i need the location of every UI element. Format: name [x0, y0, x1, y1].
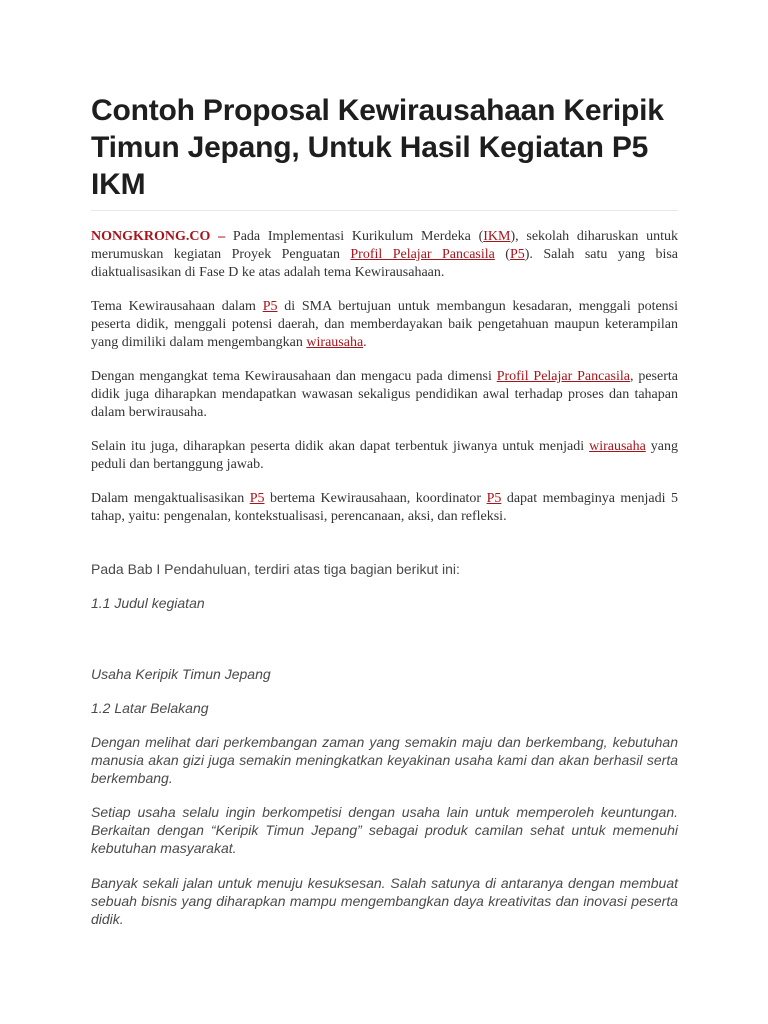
link-p5[interactable]: P5: [486, 491, 502, 506]
latar-belakang-paragraph-1: Dengan melihat dari perkembangan zaman yang semakin maju dan berkembang, kebutuhan manusia akan gizi juga semakin meningkatkan keyakinan usaha kami dan akan berhasil serta berkembang.: [91, 734, 678, 786]
latar-belakang-paragraph-3: Banyak sekali jalan untuk menuju kesuksesan. Salah satunya di antaranya dengan membuat sebuah bisnis yang diharapkan mampu mengembangkan daya kreativitas dan inovasi peserta didik.: [91, 875, 678, 927]
link-ikm[interactable]: IKM: [483, 229, 511, 244]
link-wirausaha[interactable]: wirausaha: [589, 439, 646, 454]
paragraph-jiwa: Selain itu juga, diharapkan peserta didik akan dapat terbentuk jiwanya untuk menjadi wirausaha yang peduli dan bertanggung jawab.: [91, 439, 678, 472]
link-p5[interactable]: P5: [509, 247, 525, 262]
heading-latar-belakang: 1.2 Latar Belakang: [91, 700, 209, 716]
latar-belakang-paragraph-2: Setiap usaha selalu ingin berkompetisi dengan usaha lain untuk memperoleh keuntungan. Berkaitan dengan “Keripik Timun Jepang” sebagai produk camilan sehat untuk memenuhi kebutuhan masyarakat.: [91, 804, 678, 856]
section-intro: Pada Bab I Pendahuluan, terdiri atas tiga bagian berikut ini:: [91, 561, 460, 577]
site-brand-link[interactable]: NONGKRONG.CO –: [91, 229, 226, 244]
paragraph-tahap: Dalam mengaktualisasikan P5 bertema Kewirausahaan, koordinator P5 dapat membaginya menjadi 5 tahap, yaitu: pengenalan, kontekstualisasi, perencanaan, aksi, dan refleksi.: [91, 491, 678, 524]
judul-kegiatan-value: Usaha Keripik Timun Jepang: [91, 666, 271, 682]
title-divider: [91, 210, 678, 211]
link-p5[interactable]: P5: [249, 491, 265, 506]
paragraph-dimensi: Dengan mengangkat tema Kewirausahaan dan mengacu pada dimensi Profil Pelajar Pancasila, peserta didik juga diharapkan mendapatkan wawasan sekaligus pendidikan awal terhadap proses dan tahapan dalam berwirausaha.: [91, 369, 678, 420]
link-p5[interactable]: P5: [262, 299, 278, 314]
link-profil-pelajar-pancasila[interactable]: Profil Pelajar Pancasila: [350, 247, 495, 262]
link-wirausaha[interactable]: wirausaha: [306, 335, 364, 350]
article-title: Contoh Proposal Kewirausahaan Keripik Timun Jepang, Untuk Hasil Kegiatan P5 IKM: [91, 94, 664, 201]
paragraph-intro: NONGKRONG.CO – Pada Implementasi Kurikulum Merdeka (IKM), sekolah diharuskan untuk merumuskan kegiatan Proyek Penguatan Profil Pelajar Pancasila (P5). Salah satu yang bisa diaktualisasikan di Fase D ke atas adalah tema Kewirausahaan.: [91, 229, 678, 280]
paragraph-tema: Tema Kewirausahaan dalam P5 di SMA bertujuan untuk membangun kesadaran, menggali potensi peserta didik, menggali potensi daerah, dan memberdayakan baik pengetahuan maupun keterampilan yang dimiliki dalam mengembangkan wirausaha.: [91, 299, 679, 350]
link-profil-pelajar-pancasila[interactable]: Profil Pelajar Pancasila: [496, 369, 630, 384]
heading-judul-kegiatan: 1.1 Judul kegiatan: [91, 595, 205, 611]
